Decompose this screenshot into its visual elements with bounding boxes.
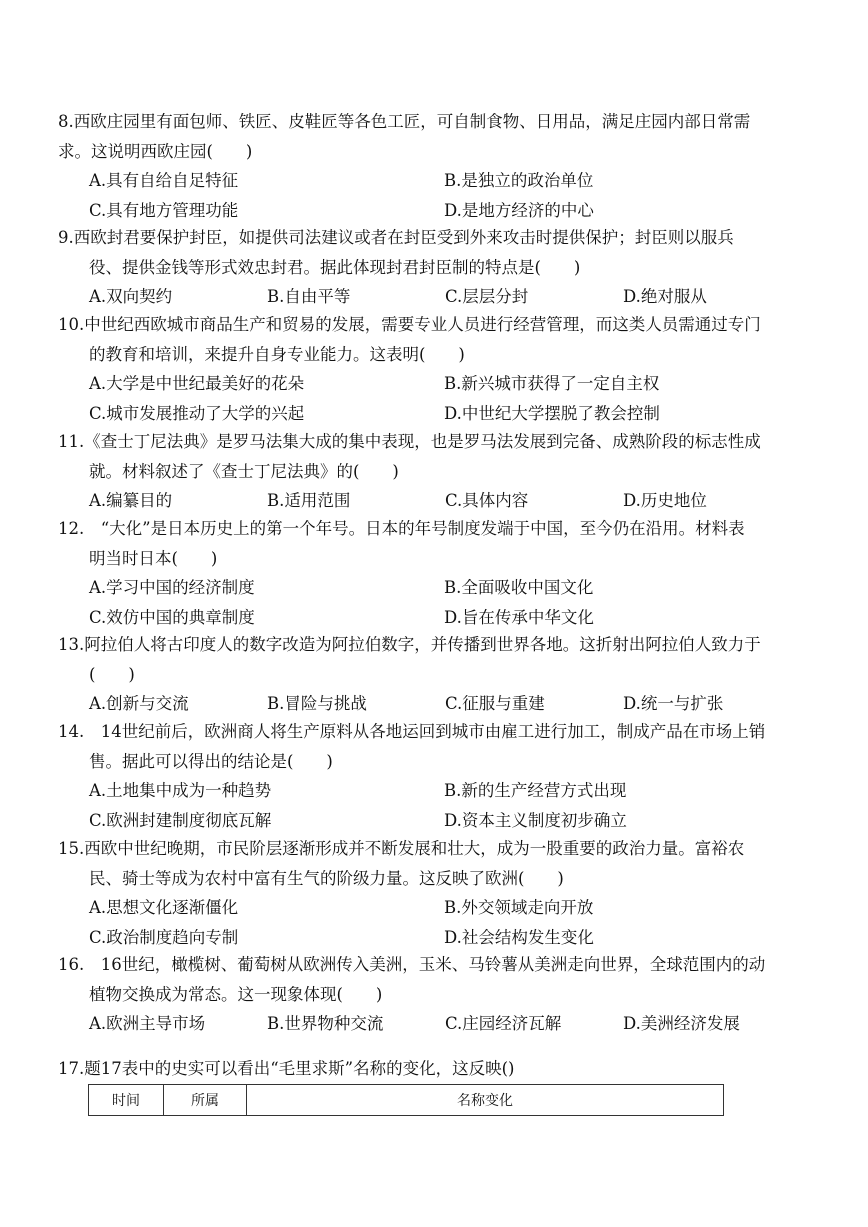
question-stem: 16. 16世纪，橄榄树、葡萄树从欧洲传入美洲，玉米、马铃薯从美洲走向世界，全球范围内的动 [58, 955, 766, 974]
question-stem: 13.阿拉伯人将古印度人的数字改造为阿拉伯数字，并传播到世界各地。这折射出阿拉伯人致力于 [58, 635, 761, 654]
option-b: B.自由平等 [267, 287, 351, 306]
option-a: A.具有自给自足特征 [89, 171, 239, 190]
question-11 [58, 427, 828, 516]
table-header-cell: 所属 [164, 1085, 247, 1116]
option-b: B.冒险与挑战 [267, 694, 367, 713]
option-d: D.历史地位 [623, 491, 707, 510]
option-d: D.统一与扩张 [623, 694, 724, 713]
question-stem: 17.题17表中的史实可以看出“毛里求斯”名称的变化，这反映() [58, 1059, 515, 1078]
option-c: C.庄园经济瓦解 [445, 1014, 562, 1033]
question-12 [58, 514, 828, 632]
question-15 [58, 834, 828, 952]
option-c: C.欧洲封建制度彻底瓦解 [89, 810, 272, 830]
option-a: A.欧洲主导市场 [89, 1014, 206, 1033]
question-10 [58, 310, 828, 428]
question-17-table [88, 1084, 724, 1116]
option-a: A.学习中国的经济制度 [89, 578, 255, 597]
question-9 [58, 223, 828, 312]
option-b: B.是独立的政治单位 [444, 171, 594, 190]
option-a: A.思想文化逐渐僵化 [89, 898, 239, 917]
option-c: C.具体内容 [445, 491, 529, 510]
option-b: B.新的生产经营方式出现 [444, 781, 627, 800]
option-d: D.美洲经济发展 [623, 1014, 740, 1033]
question-stem-cont: 植物交换成为常态。这一现象体现( ) [89, 984, 383, 1004]
question-16 [58, 950, 828, 1039]
option-d: D.绝对服从 [623, 287, 707, 306]
option-c: C.城市发展推动了大学的兴起 [89, 403, 305, 423]
option-b: B.新兴城市获得了一定自主权 [444, 374, 660, 393]
option-c: C.征服与重建 [445, 694, 545, 713]
question-stem-cont: 售。据此可以得出的结论是( ) [89, 751, 333, 771]
option-a: A.创新与交流 [89, 694, 189, 713]
question-stem: 11.《查士丁尼法典》是罗马法集大成的集中表现，也是罗马法发展到完备、成熟阶段的标志性成 [58, 432, 761, 451]
option-a: A.大学是中世纪最美好的花朵 [89, 374, 305, 393]
option-c: C.政治制度趋向专制 [89, 927, 239, 947]
question-stem-cont: 民、骑士等成为农村中富有生气的阶级力量。这反映了欧洲( ) [89, 868, 564, 888]
question-stem-cont: 的教育和培训，来提升自身专业能力。这表明( ) [89, 344, 465, 364]
question-stem: 9.西欧封君要保护封臣，如提供司法建议或者在封臣受到外来攻击时提供保护；封臣则以服兵 [58, 228, 734, 247]
question-stem-cont: 就。材料叙述了《查士丁尼法典》的( ) [89, 461, 399, 481]
table-header-cell: 名称变化 [247, 1085, 724, 1116]
option-a: A.土地集中成为一种趋势 [89, 781, 272, 800]
option-a: A.编纂目的 [89, 491, 173, 510]
option-b: B.世界物种交流 [267, 1014, 384, 1033]
question-8 [58, 107, 828, 225]
question-stem-cont: 明当时日本( ) [89, 548, 218, 568]
option-c: C.层层分封 [445, 287, 529, 306]
option-d: D.旨在传承中华文化 [444, 607, 594, 627]
option-d: D.是地方经济的中心 [444, 200, 594, 220]
question-stem: 15.西欧中世纪晚期，市民阶层逐渐形成并不断发展和壮大，成为一股重要的政治力量。富裕农 [58, 839, 745, 858]
option-b: B.适用范围 [267, 491, 351, 510]
option-a: A.双向契约 [89, 287, 173, 306]
question-stem-cont: 求。这说明西欧庄园( ) [58, 141, 253, 161]
question-stem: 12. “大化”是日本历史上的第一个年号。日本的年号制度发端于中国，至今仍在沿用。材料表 [58, 519, 745, 538]
table-header-cell: 时间 [89, 1085, 164, 1116]
question-stem-cont: ( ) [89, 664, 135, 684]
option-b: B.外交领域走向开放 [444, 898, 594, 917]
question-stem: 14. 14世纪前后，欧洲商人将生产原料从各地运回到城市由雇工进行加工，制成产品在市场上销 [58, 722, 766, 741]
question-13 [58, 630, 828, 719]
option-d: D.中世纪大学摆脱了教会控制 [444, 403, 660, 423]
option-c: C.具有地方管理功能 [89, 200, 239, 220]
question-17 [58, 1054, 828, 1084]
option-c: C.效仿中国的典章制度 [89, 607, 255, 627]
question-14 [58, 717, 828, 835]
option-b: B.全面吸收中国文化 [444, 578, 594, 597]
option-d: D.社会结构发生变化 [444, 927, 594, 947]
table-header-row [89, 1085, 724, 1116]
question-stem: 10.中世纪西欧城市商品生产和贸易的发展，需要专业人员进行经营管理，而这类人员需通过专门 [58, 315, 761, 334]
option-d: D.资本主义制度初步确立 [444, 810, 627, 830]
question-stem-cont: 役、提供金钱等形式效忠封君。据此体现封君封臣制的特点是( ) [89, 257, 581, 277]
question-stem: 8.西欧庄园里有面包师、铁匠、皮鞋匠等各色工匠，可自制食物、日用品，满足庄园内部日常需 [58, 112, 751, 131]
